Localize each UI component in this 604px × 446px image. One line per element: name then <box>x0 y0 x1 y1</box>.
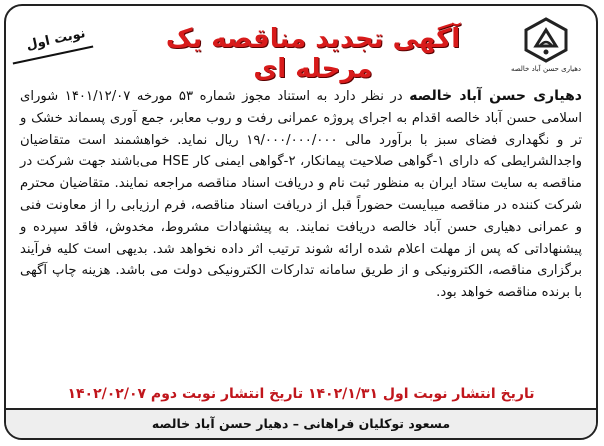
notice-lead: دهیاری حسن آباد خالصه <box>409 88 582 104</box>
notice-title: آگهی تجدید مناقصه یک مرحله ای <box>165 24 461 84</box>
notice-frame <box>4 4 598 440</box>
logo-caption: دهیاری حسن آباد خالصه <box>510 65 582 73</box>
notice-body <box>20 86 582 304</box>
signature-footer: مسعود توکلیان فراهانی – دهیار حسن آباد خالصه <box>6 408 596 438</box>
publication-stamp: نوبت اول <box>24 26 87 54</box>
municipality-emblem-icon <box>522 16 570 64</box>
logo <box>510 16 582 86</box>
publication-dates: تاریخ انتشار نوبت اول ۱۴۰۲/۱/۳۱ تاریخ انتشار نوبت دوم ۱۴۰۲/۰۲/۰۷ <box>67 386 535 402</box>
notice-body-text: در نظر دارد به استناد مجوز شماره ۵۳ مورخه ۱۴۰۱/۱۲/۰۷ شورای اسلامی حسن آباد خالصه اقدام به اجرای پروژه عمرانی رفت و روب معابر، جمع آوری پسماند خشک و تر و نگهداری فضای سبز با برآورد مالی ۱۹/۰۰۰/۰۰۰/۰۰۰ ریال نماید. خواهشمند است متقاضیان واجدالشرایطی که دارای ۱-گواهی صلاحیت پیمانکار، ۲-گواهی ایمنی کار HSE می‌باشند جهت شرکت در مناقصه به سایت ستاد ایران به منظور ثبت نام و دریافت اسناد مناقصه مراجعه نمایند. متقاضیان محترم شرکت کننده در مناقصه میبایست حضوراً قبل از دریافت اسناد مناقصه، فرم ارزیابی را از معاونت فنی و عمرانی دهیاری حسن آباد خالصه دریافت نمایند. به پیشنهادات مشروط، مخدوش، فاقد سپرده و پیشنهاداتی که پس از مهلت اعلام شده ارائه شوند ترتیب اثر داده نخواهد شد. بدیهی است کلیه فرآیند برگزاری مناقصه، الکترونیکی و از طریق سامانه تدارکات الکترونیکی دولت می باشد. هزینه چاپ آگهی با برنده مناقصه خواهد بود. <box>20 89 583 301</box>
